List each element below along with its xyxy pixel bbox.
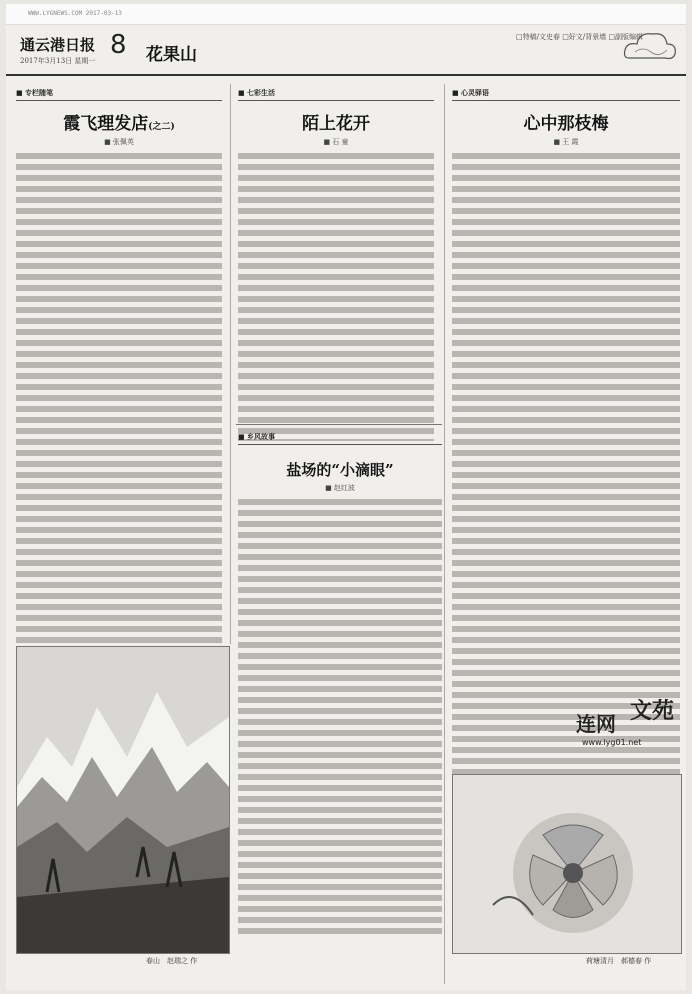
right-tag: ■ 心灵驿语 [452, 88, 680, 101]
ad-site-name: 连网 [576, 712, 616, 736]
mountain-painting [16, 646, 230, 954]
page-number: 8 [110, 30, 127, 60]
cloud-icon [621, 28, 679, 68]
ad-tail: 文苑 [630, 698, 675, 724]
mountain-painting-art [17, 647, 229, 953]
left-body-text [16, 151, 222, 671]
mid-article [238, 88, 434, 441]
right-article [452, 88, 680, 791]
mid-body-text [238, 151, 434, 441]
column-divider [230, 84, 231, 644]
newspaper-page [6, 4, 686, 990]
left-title [16, 109, 222, 134]
center-body-text [238, 497, 442, 937]
ad-url[interactable]: www.lyg01.net [582, 738, 642, 747]
left-article [16, 88, 222, 671]
left-title-suffix: (之二) [148, 122, 175, 132]
top-strip [6, 4, 686, 25]
top-strip-text: WWW.LYGNEWS.COM 2017-03-13 [28, 10, 122, 17]
newspaper-logo: 通云港日报 [20, 36, 96, 54]
left-title-main: 霞飞理发店 [63, 114, 149, 134]
center-author: ■ 赵红波 [325, 484, 355, 492]
section-divider [236, 424, 442, 425]
mid-title: 陌上花开 [302, 114, 370, 134]
left-painting-caption: 春山 赵瑞之 作 [146, 957, 198, 965]
mid-tag: ■ 七彩生活 [238, 88, 434, 101]
center-tag: ■ 乡风故事 [238, 432, 442, 445]
column-divider [444, 84, 445, 984]
lotus-painting [452, 774, 682, 954]
masthead [6, 26, 686, 76]
right-title: 心中那枝梅 [523, 114, 609, 134]
lotus-painting-art [453, 775, 681, 953]
masthead-links: □特稿/文史春 □好文/背景墙 □副版编辑 [516, 33, 644, 41]
right-painting-caption: 荷塘清月 郝德春 作 [586, 957, 652, 965]
center-title: 盐场的“小滴眼” [286, 461, 394, 479]
right-author: ■ 王 霞 [553, 138, 579, 146]
section-title: 花果山 [146, 45, 197, 65]
issue-date: 2017年3月13日 星期一 [20, 57, 96, 65]
center-article [238, 432, 442, 937]
lianwang-ad [562, 694, 680, 764]
left-author: ■ 张佩英 [104, 138, 134, 146]
mid-author: ■ 石 童 [323, 138, 349, 146]
left-tag: ■ 专栏随笔 [16, 88, 222, 101]
